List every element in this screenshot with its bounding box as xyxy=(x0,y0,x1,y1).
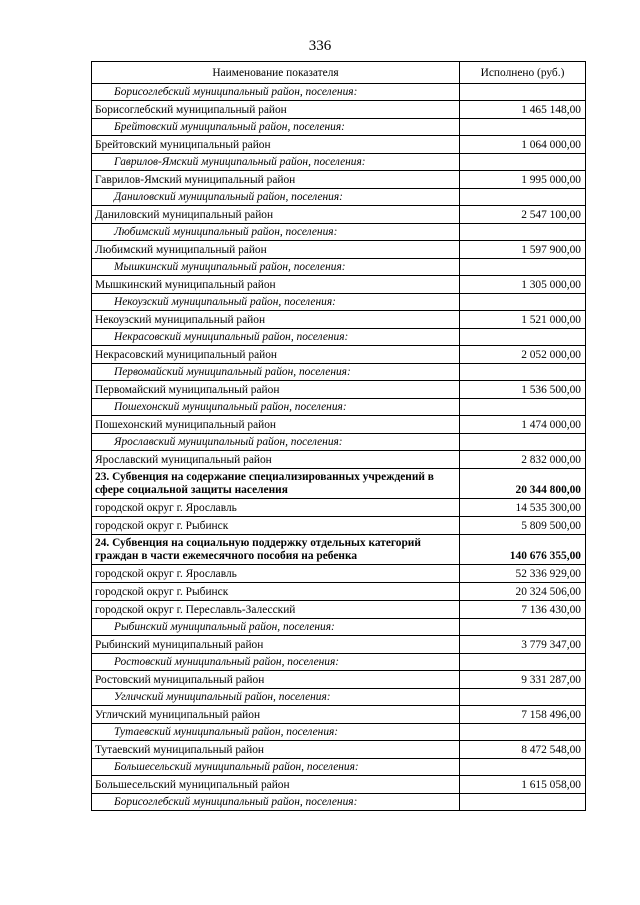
indicator-name-cell: Тутаевский муниципальный район, поселения: xyxy=(92,724,460,741)
settlements-subheader-row xyxy=(92,84,586,101)
indicator-name-cell: городской округ г. Ярославль xyxy=(92,565,460,583)
executed-amount-cell xyxy=(460,434,586,451)
indicator-name-cell: Мышкинский муниципальный район xyxy=(92,276,460,294)
executed-amount-cell: 7 136 430,00 xyxy=(460,601,586,619)
executed-amount-cell xyxy=(460,154,586,171)
executed-amount-cell: 14 535 300,00 xyxy=(460,499,586,517)
settlements-subheader-row xyxy=(92,794,586,811)
indicator-name-cell: Любимский муниципальный район xyxy=(92,241,460,259)
indicator-name-cell: Некрасовский муниципальный район, поселения: xyxy=(92,329,460,346)
indicator-name-cell: Брейтовский муниципальный район, поселения: xyxy=(92,119,460,136)
table-row xyxy=(92,517,586,535)
settlements-subheader-row xyxy=(92,619,586,636)
indicator-name-cell: Первомайский муниципальный район, поселения: xyxy=(92,364,460,381)
table-row xyxy=(92,241,586,259)
settlements-subheader-row xyxy=(92,364,586,381)
settlements-subheader-row xyxy=(92,189,586,206)
table-row xyxy=(92,381,586,399)
executed-amount-cell xyxy=(460,759,586,776)
subvention-total-row xyxy=(92,469,586,499)
executed-amount-cell xyxy=(460,259,586,276)
executed-amount-cell: 2 832 000,00 xyxy=(460,451,586,469)
indicator-name-cell: Некоузский муниципальный район, поселения: xyxy=(92,294,460,311)
indicator-name-cell: городской округ г. Переславль-Залесский xyxy=(92,601,460,619)
executed-amount-cell xyxy=(460,619,586,636)
executed-amount-cell: 1 597 900,00 xyxy=(460,241,586,259)
settlements-subheader-row xyxy=(92,329,586,346)
executed-amount-cell: 1 474 000,00 xyxy=(460,416,586,434)
settlements-subheader-row xyxy=(92,689,586,706)
header-executed-amount: Исполнено (руб.) xyxy=(460,62,586,84)
executed-amount-cell: 8 472 548,00 xyxy=(460,741,586,759)
executed-amount-cell xyxy=(460,399,586,416)
indicator-name-cell: Рыбинский муниципальный район xyxy=(92,636,460,654)
indicator-name-cell: Любимский муниципальный район, поселения: xyxy=(92,224,460,241)
executed-amount-cell: 1 521 000,00 xyxy=(460,311,586,329)
executed-amount-cell xyxy=(460,689,586,706)
executed-amount-cell: 1 536 500,00 xyxy=(460,381,586,399)
table-row xyxy=(92,499,586,517)
settlements-subheader-row xyxy=(92,434,586,451)
executed-amount-cell xyxy=(460,329,586,346)
indicator-name-cell: Угличский муниципальный район xyxy=(92,706,460,724)
indicator-name-cell: Рыбинский муниципальный район, поселения: xyxy=(92,619,460,636)
indicator-name-cell: Пошехонский муниципальный район, поселения: xyxy=(92,399,460,416)
indicator-name-cell: Некрасовский муниципальный район xyxy=(92,346,460,364)
indicator-name-cell: Ярославский муниципальный район, поселения: xyxy=(92,434,460,451)
table-row xyxy=(92,416,586,434)
indicator-name-cell: Брейтовский муниципальный район xyxy=(92,136,460,154)
indicator-name-cell: Ростовский муниципальный район xyxy=(92,671,460,689)
executed-amount-cell xyxy=(460,294,586,311)
executed-amount-cell: 1 995 000,00 xyxy=(460,171,586,189)
page-number: 336 xyxy=(308,38,332,54)
table-row xyxy=(92,101,586,119)
table-row xyxy=(92,671,586,689)
subvention-total-row xyxy=(92,535,586,565)
table-row xyxy=(92,136,586,154)
table-row xyxy=(92,171,586,189)
indicator-name-cell: Борисоглебский муниципальный район, поселения: xyxy=(92,794,460,811)
settlements-subheader-row xyxy=(92,259,586,276)
executed-amount-cell xyxy=(460,724,586,741)
indicator-name-cell: Борисоглебский муниципальный район, поселения: xyxy=(92,84,460,101)
settlements-subheader-row xyxy=(92,154,586,171)
indicator-name-cell: Большесельский муниципальный район xyxy=(92,776,460,794)
executed-amount-cell: 1 465 148,00 xyxy=(460,101,586,119)
executed-amount-cell: 9 331 287,00 xyxy=(460,671,586,689)
executed-amount-cell xyxy=(460,224,586,241)
executed-amount-cell xyxy=(460,364,586,381)
executed-amount-cell xyxy=(460,189,586,206)
executed-amount-cell xyxy=(460,119,586,136)
indicator-name-cell: Пошехонский муниципальный район xyxy=(92,416,460,434)
indicator-name-cell: Большесельский муниципальный район, поселения: xyxy=(92,759,460,776)
executed-amount-cell xyxy=(460,654,586,671)
table-body xyxy=(92,84,586,811)
executed-amount-cell xyxy=(460,84,586,101)
indicator-name-cell: Угличский муниципальный район, поселения: xyxy=(92,689,460,706)
indicator-name-cell: Некоузский муниципальный район xyxy=(92,311,460,329)
executed-amount-cell: 20 324 506,00 xyxy=(460,583,586,601)
settlements-subheader-row xyxy=(92,119,586,136)
indicator-name-cell: Ростовский муниципальный район, поселения: xyxy=(92,654,460,671)
indicator-name-cell: Тутаевский муниципальный район xyxy=(92,741,460,759)
table-row xyxy=(92,565,586,583)
header-indicator-name: Наименование показателя xyxy=(92,62,460,84)
executed-amount-cell: 52 336 929,00 xyxy=(460,565,586,583)
table-row xyxy=(92,346,586,364)
table-row xyxy=(92,636,586,654)
indicator-name-cell: 23. Субвенция на содержание специализированных учреждений в сфере социальной защиты населения xyxy=(92,469,460,499)
executed-amount-cell: 140 676 355,00 xyxy=(460,535,586,565)
table-row xyxy=(92,276,586,294)
indicator-name-cell: Ярославский муниципальный район xyxy=(92,451,460,469)
budget-table xyxy=(91,61,586,811)
executed-amount-cell: 1 615 058,00 xyxy=(460,776,586,794)
indicator-name-cell: 24. Субвенция на социальную поддержку отдельных категорий граждан в части ежемесячного пособия на ребенка xyxy=(92,535,460,565)
table-row xyxy=(92,451,586,469)
settlements-subheader-row xyxy=(92,759,586,776)
indicator-name-cell: Даниловский муниципальный район xyxy=(92,206,460,224)
indicator-name-cell: городской округ г. Рыбинск xyxy=(92,517,460,535)
table-row xyxy=(92,706,586,724)
table-row xyxy=(92,311,586,329)
table-row xyxy=(92,583,586,601)
table-row xyxy=(92,601,586,619)
executed-amount-cell: 7 158 496,00 xyxy=(460,706,586,724)
indicator-name-cell: Мышкинский муниципальный район, поселения: xyxy=(92,259,460,276)
indicator-name-cell: Гаврилов-Ямский муниципальный район, поселения: xyxy=(92,154,460,171)
executed-amount-cell: 2 052 000,00 xyxy=(460,346,586,364)
table-row xyxy=(92,741,586,759)
table-row xyxy=(92,776,586,794)
indicator-name-cell: Гаврилов-Ямский муниципальный район xyxy=(92,171,460,189)
executed-amount-cell: 3 779 347,00 xyxy=(460,636,586,654)
indicator-name-cell: городской округ г. Ярославль xyxy=(92,499,460,517)
executed-amount-cell: 1 064 000,00 xyxy=(460,136,586,154)
table-header-row xyxy=(92,62,586,84)
executed-amount-cell xyxy=(460,794,586,811)
settlements-subheader-row xyxy=(92,224,586,241)
indicator-name-cell: Даниловский муниципальный район, поселения: xyxy=(92,189,460,206)
settlements-subheader-row xyxy=(92,399,586,416)
executed-amount-cell: 2 547 100,00 xyxy=(460,206,586,224)
executed-amount-cell: 5 809 500,00 xyxy=(460,517,586,535)
indicator-name-cell: городской округ г. Рыбинск xyxy=(92,583,460,601)
settlements-subheader-row xyxy=(92,654,586,671)
settlements-subheader-row xyxy=(92,724,586,741)
indicator-name-cell: Борисоглебский муниципальный район xyxy=(92,101,460,119)
executed-amount-cell: 1 305 000,00 xyxy=(460,276,586,294)
settlements-subheader-row xyxy=(92,294,586,311)
indicator-name-cell: Первомайский муниципальный район xyxy=(92,381,460,399)
table-row xyxy=(92,206,586,224)
executed-amount-cell: 20 344 800,00 xyxy=(460,469,586,499)
